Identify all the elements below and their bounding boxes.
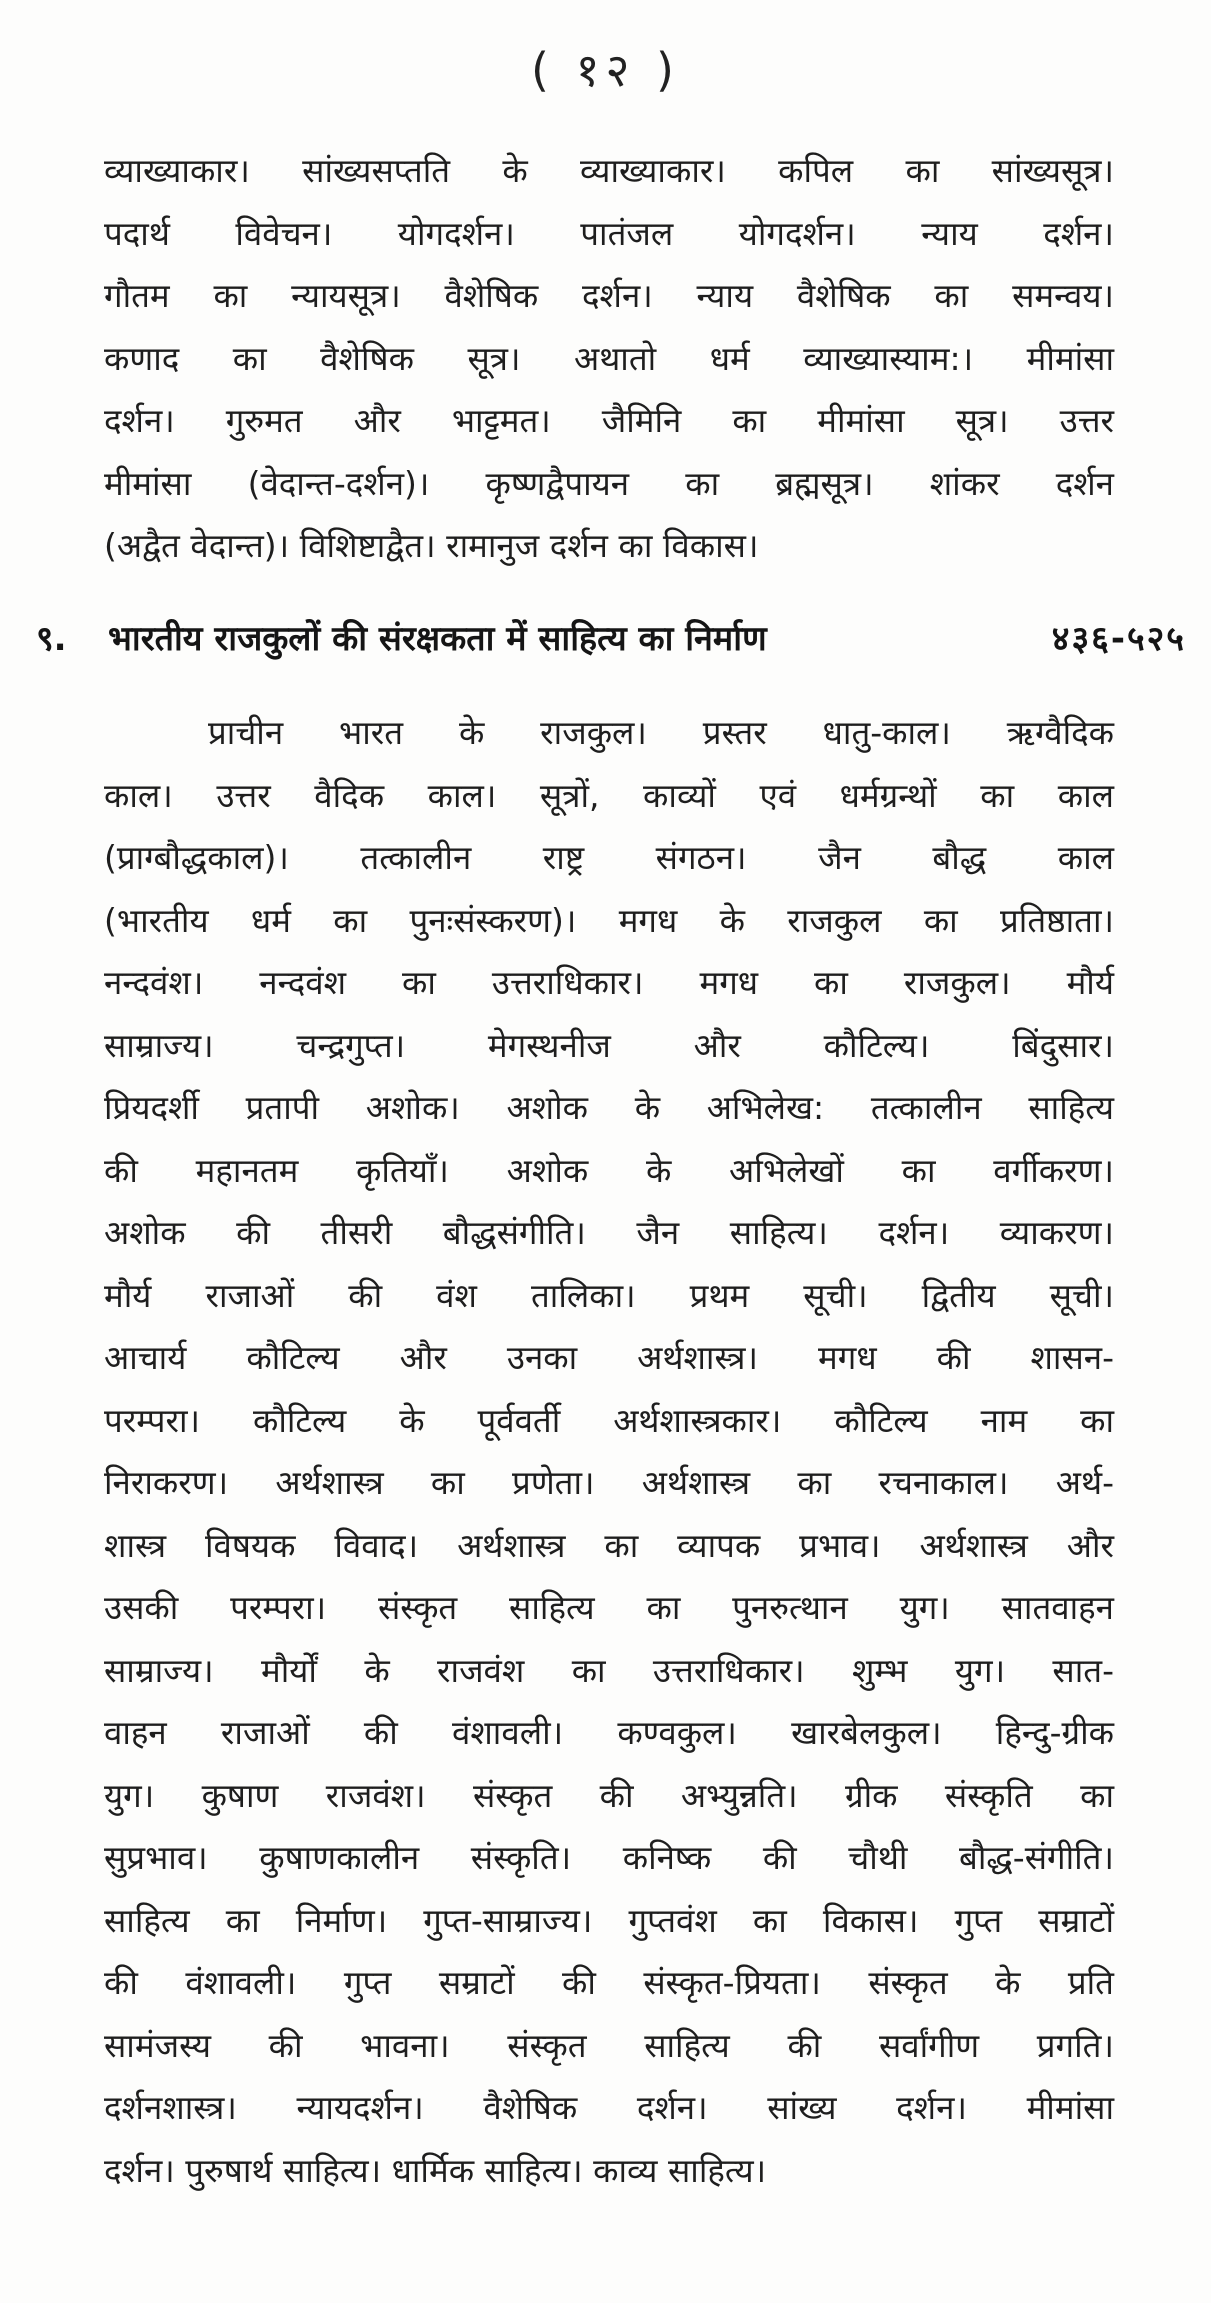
section-paragraph <box>104 702 1114 2202</box>
text-line: पदार्थ विवेचन। योगदर्शन। पातंजल योगदर्शन। न्याय दर्शन। <box>104 213 1114 253</box>
text-line: निराकरण। अर्थशास्त्र का प्रणेता। अर्थशास्त्र का रचनाकाल। अर्थ- <box>104 1463 1114 1502</box>
text-line: नन्दवंश। नन्दवंश का उत्तराधिकार। मगध का राजकुल। मौर्य <box>104 963 1114 1002</box>
text-line: सामंजस्य की भावना। संस्कृत साहित्य की सर्वांगीण प्रगति। <box>104 2025 1114 2065</box>
text-line: मौर्य राजाओं की वंश तालिका। प्रथम सूची। द्वितीय सूची। <box>104 1275 1114 1315</box>
text-line: दर्शन। गुरुमत और भाट्टमत। जैमिनि का मीमांसा सूत्र। उत्तर <box>104 401 1114 440</box>
text-line: साहित्य का निर्माण। गुप्त-साम्राज्य। गुप्तवंश का विकास। गुप्त सम्राटों <box>104 1900 1114 1940</box>
text-line: दर्शनशास्त्र। न्यायदर्शन। वैशेषिक दर्शन। सांख्य दर्शन। मीमांसा <box>104 2088 1114 2127</box>
text-line: (भारतीय धर्म का पुनःसंस्करण)। मगध के राजकुल का प्रतिष्ठाता। <box>104 900 1114 940</box>
section-page-range: ४३६-५२५ <box>1051 619 1186 659</box>
text-line: (अद्वैत वेदान्त)। विशिष्टाद्वैत। रामानुज दर्शन का विकास। <box>104 526 759 565</box>
text-line: प्राचीन भारत के राजकुल। प्रस्तर धातु-काल। ऋग्वैदिक <box>208 713 1114 752</box>
text-line: गौतम का न्यायसूत्र। वैशेषिक दर्शन। न्याय वैशेषिक का समन्वय। <box>104 276 1114 315</box>
text-line: मीमांसा (वेदान्त-दर्शन)। कृष्णद्वैपायन का ब्रह्मसूत्र। शांकर दर्शन <box>104 463 1114 503</box>
text-line: कणाद का वैशेषिक सूत्र। अथातो धर्म व्याख्यास्याम:। मीमांसा <box>104 338 1114 378</box>
text-line: आचार्य कौटिल्य और उनका अर्थशास्त्र। मगध की शासन- <box>104 1338 1114 1377</box>
text-line: की वंशावली। गुप्त सम्राटों की संस्कृत-प्रियता। संस्कृत के प्रति <box>104 1963 1114 2002</box>
text-line: वाहन राजाओं की वंशावली। कण्वकुल। खारबेलकुल। हिन्दु-ग्रीक <box>104 1713 1114 1752</box>
section-heading <box>36 614 1186 674</box>
text-line: (प्राग्बौद्धकाल)। तत्कालीन राष्ट्र संगठन। जैन बौद्ध काल <box>104 838 1114 877</box>
text-line: साम्राज्य। चन्द्रगुप्त। मेगस्थनीज और कौटिल्य। बिंदुसार। <box>104 1025 1114 1065</box>
text-line: उसकी परम्परा। संस्कृत साहित्य का पुनरुत्थान युग। सातवाहन <box>104 1588 1114 1627</box>
text-line: परम्परा। कौटिल्य के पूर्ववर्ती अर्थशास्त्रकार। कौटिल्य नाम का <box>104 1400 1114 1440</box>
text-line: व्याख्याकार। सांख्यसप्तति के व्याख्याकार। कपिल का सांख्यसूत्र। <box>104 151 1114 190</box>
page-number: ( १२ ) <box>531 43 680 97</box>
text-line: सुप्रभाव। कुषाणकालीन संस्कृति। कनिष्क की चौथी बौद्ध-संगीति। <box>104 1838 1114 1877</box>
text-line: की महानतम कृतियाँ। अशोक के अभिलेखों का वर्गीकरण। <box>104 1150 1114 1190</box>
section-number: ९. <box>36 619 67 659</box>
section-title: भारतीय राजकुलों की संरक्षकता में साहित्य का निर्माण <box>108 619 767 659</box>
text-line: शास्त्र विषयक विवाद। अर्थशास्त्र का व्यापक प्रभाव। अर्थशास्त्र और <box>104 1525 1114 1565</box>
intro-paragraph <box>104 140 1114 578</box>
text-line: प्रियदर्शी प्रतापी अशोक। अशोक के अभिलेख: तत्कालीन साहित्य <box>104 1088 1114 1127</box>
text-line: काल। उत्तर वैदिक काल। सूत्रों, काव्यों एवं धर्मग्रन्थों का काल <box>104 775 1114 815</box>
text-line: साम्राज्य। मौर्यों के राजवंश का उत्तराधिकार। शुम्भ युग। सात- <box>104 1650 1114 1690</box>
text-line: दर्शन। पुरुषार्थ साहित्य। धार्मिक साहित्य। काव्य साहित्य। <box>104 2150 767 2190</box>
text-line: युग। कुषाण राजवंश। संस्कृत की अभ्युन्नति। ग्रीक संस्कृति का <box>104 1775 1114 1815</box>
text-line: अशोक की तीसरी बौद्धसंगीति। जैन साहित्य। दर्शन। व्याकरण। <box>104 1213 1114 1252</box>
